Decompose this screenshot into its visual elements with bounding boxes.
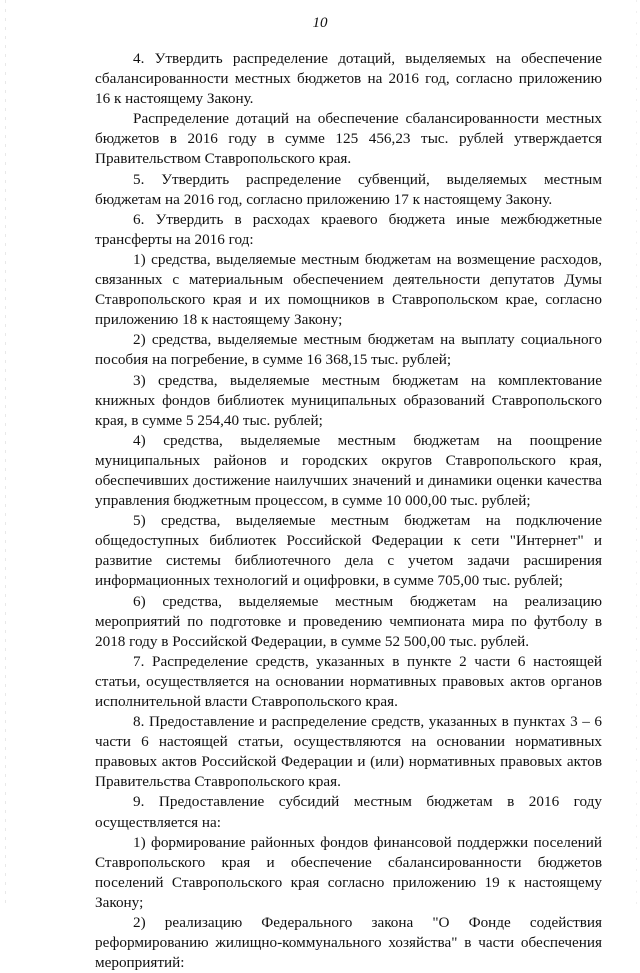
document-body bbox=[95, 49, 602, 973]
paragraph-7-distribution: 7. Распределение средств, указанных в пункте 2 части 6 настоящей статьи, осуществляется на основании нормативных правовых актов органов исполнительной власти Ставропольского края. bbox=[95, 652, 602, 710]
scan-edge-left bbox=[5, 0, 6, 905]
paragraph-8-provision: 8. Предоставление и распределение средств, указанных в пунктах 3 – 6 части 6 настоящей статьи, осуществляются на основании нормативных правовых актов Российской Федерации и (или) нормативных правовых актов Правительства Ставропольского края. bbox=[95, 713, 602, 791]
paragraph-6-item-6: 6) средства, выделяемые местным бюджетам на реализацию мероприятий по подготовке и проведению чемпионата мира по футболу в 2018 году в Российской Федерации, в сумме 52 500,00 тыс. рублей. bbox=[95, 592, 602, 650]
paragraph-6-item-4: 4) средства, выделяемые местным бюджетам на поощрение муниципальных районов и городских округов Ставропольского края, обеспечивших достижение наилучших значений и динамики оценки качества управления бюджетным процессом, в сумме 10 000,00 тыс. рублей; bbox=[95, 431, 602, 510]
paragraph-4-dotations: 4. Утвердить распределение дотаций, выделяемых на обеспечение сбалансированности местных бюджетов на 2016 год, согласно приложению 16 к настоящему Закону. bbox=[95, 50, 602, 108]
paragraph-6-item-1: 1) средства, выделяемые местным бюджетам на возмещение расходов, связанных с материальным обеспечением деятельности депутатов Думы Ставропольского края и их помощников в Ставропольском крае, согласно приложению 18 к настоящему Закону; bbox=[95, 250, 602, 329]
paragraph-9-item-1: 1) формирование районных фондов финансовой поддержки поселений Ставропольского края и обеспечение сбалансированности бюджетов поселений Ставропольского края согласно приложению 19 к настоящему Закону; bbox=[95, 833, 602, 911]
paragraph-6-item-2: 2) средства, выделяемые местным бюджетам на выплату социального пособия на погребение, в сумме 16 368,15 тыс. рублей; bbox=[95, 331, 602, 369]
scan-edge-right bbox=[636, 0, 637, 905]
paragraph-dotations-amount: Распределение дотаций на обеспечение сбалансированности местных бюджетов в 2016 году в сумме 125 456,23 тыс. рублей утверждается Правительством Ставропольского края. bbox=[95, 110, 602, 168]
paragraph-9-item-2: 2) реализацию Федерального закона "О Фонде содействия реформированию жилищно-коммунального хозяйства" в части обеспечения мероприятий: bbox=[95, 914, 602, 972]
paragraph-6-transfers: 6. Утвердить в расходах краевого бюджета иные межбюджетные трансферты на 2016 год: bbox=[95, 210, 602, 248]
paragraph-6-item-5: 5) средства, выделяемые местным бюджетам на подключение общедоступных библиотек Российской Федерации к сети "Интернет" и развитие системы библиотечного дела с учетом задачи расширения информационных технологий и оцифровки, в сумме 705,00 тыс. рублей; bbox=[95, 512, 602, 590]
paragraph-6-item-3: 3) средства, выделяемые местным бюджетам на комплектование книжных фондов библиотек муниципальных образований Ставропольского края, в сумме 5 254,40 тыс. рублей; bbox=[95, 371, 602, 429]
paragraph-9-subsidies: 9. Предоставление субсидий местным бюджетам в 2016 году осуществляется на: bbox=[95, 793, 602, 831]
paragraph-5-subventions: 5. Утвердить распределение субвенций, выделяемых местным бюджетам на 2016 год, согласно приложению 17 к настоящему Закону. bbox=[95, 170, 602, 208]
page-number: 10 bbox=[312, 15, 328, 31]
